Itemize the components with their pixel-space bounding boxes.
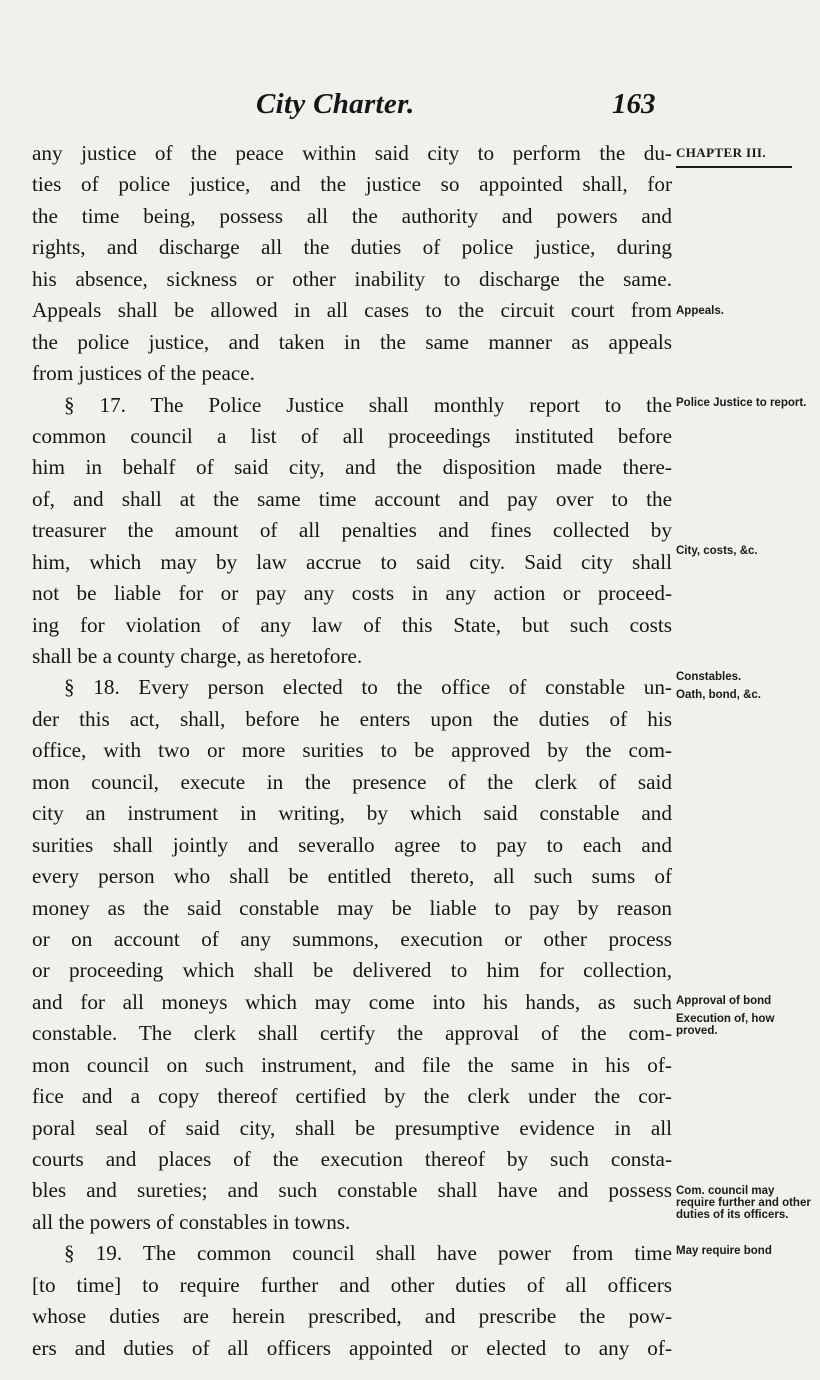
text-line: poral seal of said city, shall be presumptive evidence in all [32,1115,672,1140]
text-line: the police justice, and taken in the same manner as appeals [32,329,672,354]
text-line: or proceeding which shall be delivered to him for collection, [32,958,672,983]
text-line: mon council, execute in the presence of the clerk of said [32,769,672,794]
text-line: surities shall jointly and severallo agree to pay to each and [32,832,672,857]
text-line: city an instrument in writing, by which said constable and [32,801,672,826]
text-line: every person who shall be entitled thereto, all such sums of [32,864,672,889]
text-line: not be liable for or pay any costs in any action or proceed- [32,581,672,606]
margin-notes [676,138,820,1318]
text-line: constable. The clerk shall certify the approval of the com- [32,1021,672,1046]
text-line: any justice of the peace within said city to perform the du- [32,141,672,165]
text-line: and for all moneys which may come into his hands, as such [32,989,672,1014]
text-line: der this act, shall, before he enters upon the duties of his [32,706,672,731]
text-line: him, which may by law accrue to said city. Said city shall [32,549,672,574]
text-line: all the powers of constables in towns. [32,1209,351,1234]
text-line: fice and a copy thereof certified by the clerk under the cor- [32,1084,672,1109]
page-number: 163 [612,88,656,120]
text-line: his absence, sickness or other inability to discharge the same. [32,266,672,291]
text-line: from justices of the peace. [32,361,255,386]
text-line: rights, and discharge all the duties of police justice, during [32,235,672,260]
text-line: ties of police justice, and the justice so appointed shall, for [32,172,672,197]
page-header [0,88,820,128]
section-17-start: § 17. The Police Justice shall monthly report to the [64,392,672,417]
section-19-start: § 19. The common council shall have power from time [64,1241,672,1266]
text-line: office, with two or more surities to be approved by the com- [32,738,672,763]
margin-note-execution: Execution of, how proved. [676,1013,775,1037]
text-line: money as the said constable may be liable to pay by reason [32,895,672,920]
text-line: whose duties are herein prescribed, and prescribe the pow- [32,1304,672,1329]
margin-note-oath-bond: Oath, bond, &c. [676,689,761,701]
margin-note-approval: Approval of bond [676,995,772,1007]
text-line: or on account of any summons, execution or other process [32,926,672,951]
margin-note-council-duties: Com. council may require further and other duties of its officers. [676,1185,811,1221]
text-line: of, and shall at the same time account and pay over to the [32,486,672,511]
text-line: treasurer the amount of all penalties and fines collected by [32,518,672,543]
margin-note-police-report: Police Justice to report. [676,397,807,409]
margin-note-require-bond: May require bond [676,1245,772,1257]
section-18-start: § 18. Every person elected to the office of constable un- [64,675,672,700]
text-line: courts and places of the execution thereof by such consta- [32,1147,672,1171]
text-line: shall be a county charge, as heretofore. [32,644,363,668]
margin-note-constables: Constables. [676,671,742,683]
text-line: the time being, possess all the authority and powers and [32,203,672,228]
text-line: common council a list of all proceedings instituted before [32,423,672,448]
margin-note-appeals: Appeals. [676,305,724,317]
text-line: Appeals shall be allowed in all cases to the circuit court from [32,298,672,323]
body-text [32,138,672,1364]
margin-note-city-costs: City, costs, &c. [676,545,758,557]
text-line: ing for violation of any law of this State, but such costs [32,612,672,637]
text-line: ers and duties of all officers appointed or elected to any of- [32,1335,672,1360]
running-title: City Charter. [256,88,415,120]
margin-note-chapter: CHAPTER III. [676,145,767,160]
text-line: mon council on such instrument, and file the same in his of- [32,1052,672,1077]
text-line: him in behalf of said city, and the disposition made there- [32,455,672,480]
text-line: bles and sureties; and such constable shall have and possess [32,1178,672,1203]
text-line: [to time] to require further and other duties of all officers [32,1272,672,1297]
